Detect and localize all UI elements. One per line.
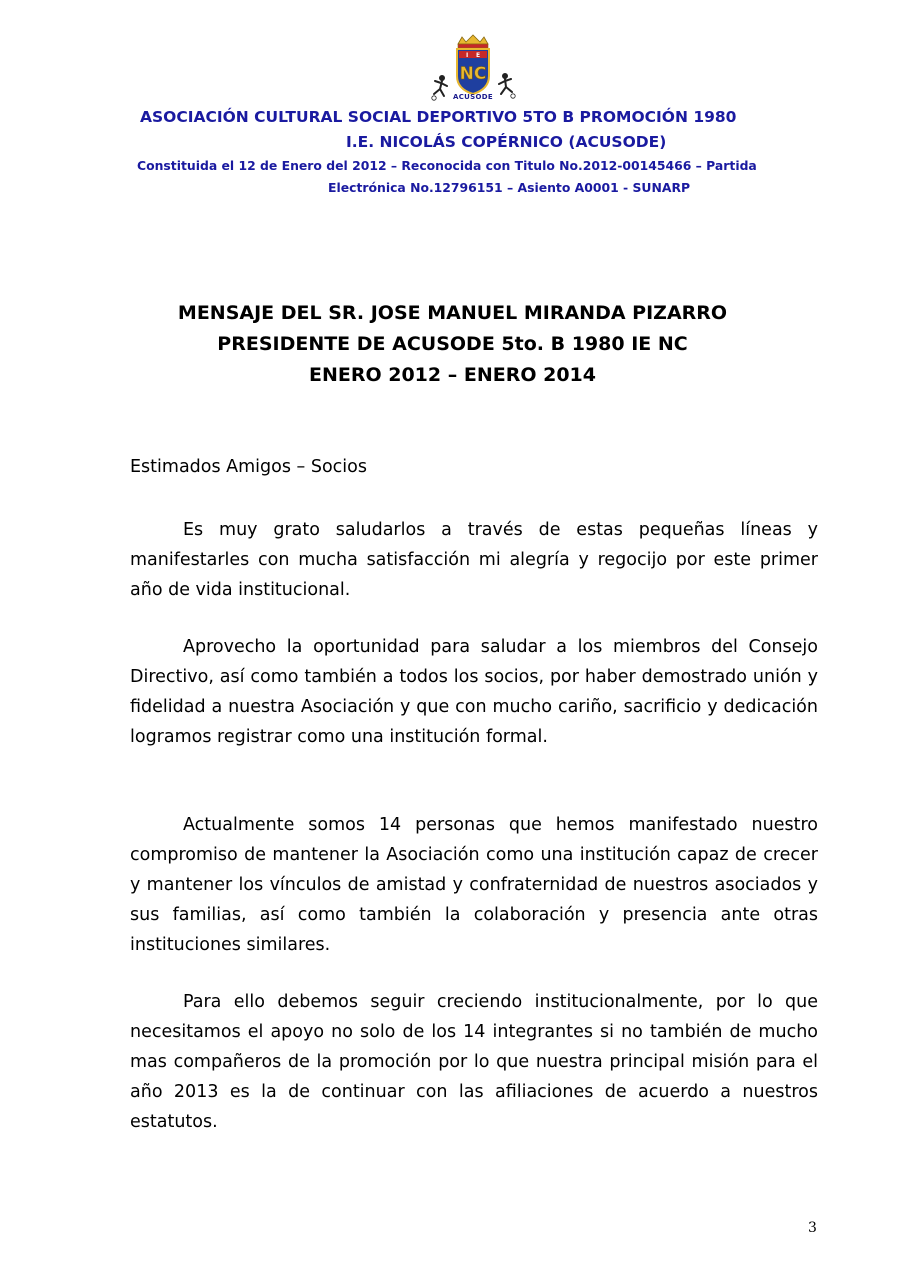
period-subtitle: ENERO 2012 – ENERO 2014 [308,364,596,386]
paragraph: Para ello debemos seguir creciendo institucionalmente, por lo que necesitamos el apoyo no solo de los 14 integrantes si no también de mucho mas compañeros de la promoción por lo que nuestra principal misión para el año 2013 es la de continuar con las afiliaciones de acuerdo a nuestros estatutos. [130,992,818,1132]
page-number: 3 [808,1220,817,1236]
school-name: I.E. NICOLÁS COPÉRNICO (ACUSODE) [346,133,667,151]
paragraph: Es muy grato saludarlos a través de estas pequeñas líneas y manifestarles con mucha satisfacción mi alegría y regocijo por este primer año de vida institucional. [130,520,818,600]
association-name: ASOCIACIÓN CULTURAL SOCIAL DEPORTIVO 5TO B PROMOCIÓN 1980 [140,108,737,126]
acusode-logo [428,34,518,106]
svg-text:I: I [466,52,469,59]
logo-caption: ACUSODE [453,93,493,101]
president-subtitle: PRESIDENTE DE ACUSODE 5to. B 1980 IE NC [217,333,688,355]
message-title: MENSAJE DEL SR. JOSE MANUEL MIRANDA PIZARRO [177,302,728,324]
registration-line-1: Constituida el 12 de Enero del 2012 – Reconocida con Titulo No.2012-00145466 – Partida [137,158,757,173]
greeting: Estimados Amigos – Socios [130,457,367,477]
svg-text:NC: NC [459,64,487,84]
paragraph: Actualmente somos 14 personas que hemos manifestado nuestro compromiso de mantener la Asociación como una institución capaz de crecer y mantener los vínculos de amistad y confraternidad de nuestros asociados y sus familias, así como también la colaboración y presencia ante otras instituciones similares. [130,815,818,955]
registration-line-2: Electrónica No.12796151 – Asiento A0001 - SUNARP [328,180,691,195]
paragraph: Aprovecho la oportunidad para saludar a los miembros del Consejo Directivo, así como también a todos los socios, por haber demostrado unión y fidelidad a nuestra Asociación y que con mucho cariño, sacrificio y dedicación logramos registrar como una institución formal. [130,637,818,747]
svg-text:E: E [476,52,481,59]
